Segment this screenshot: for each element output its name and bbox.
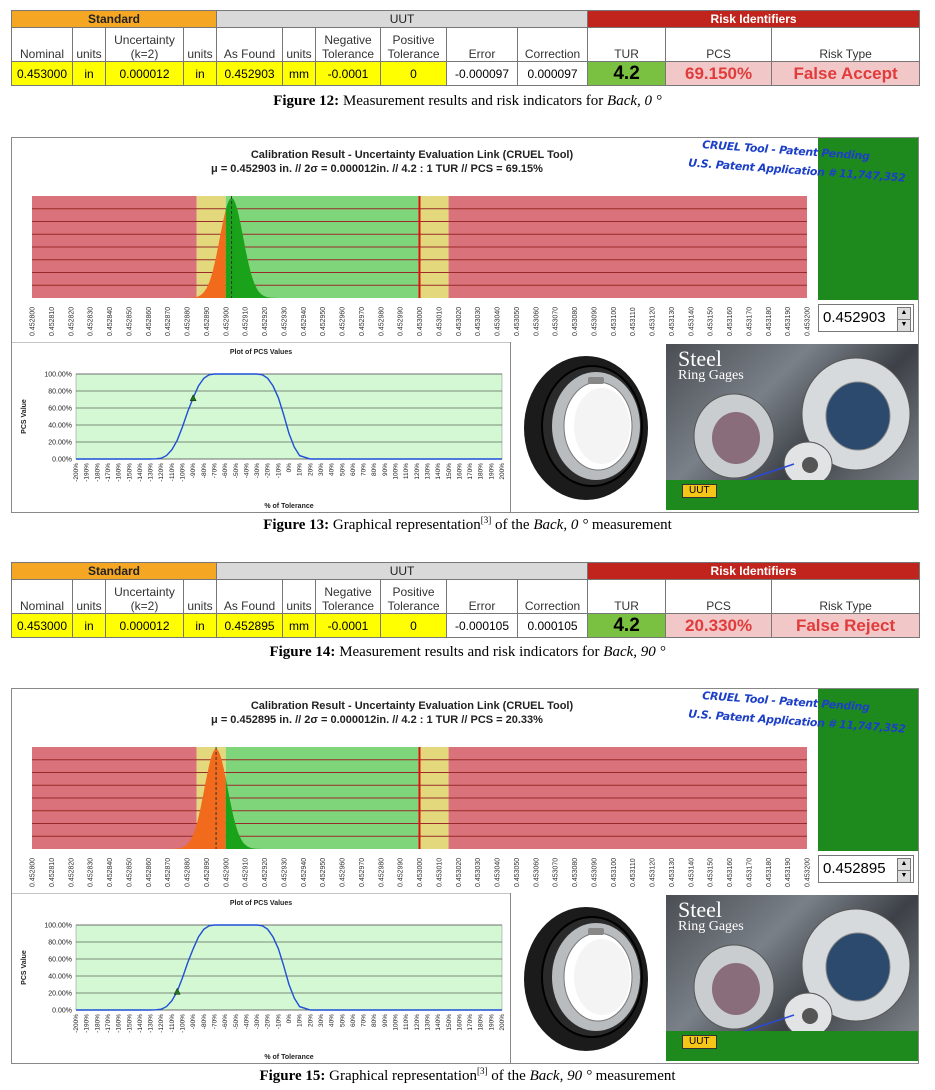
divider [510, 893, 511, 1063]
pcs-y-tick: 60.00% [48, 956, 72, 964]
units-cell: in [184, 62, 217, 86]
pcs-x-tick: -160% [115, 463, 123, 482]
value-spinner[interactable] [818, 304, 914, 332]
pcs-x-tick: -50% [232, 1014, 240, 1030]
pcs-x-tick: -20% [264, 1014, 272, 1030]
pcs-x-tick: 10% [296, 463, 304, 477]
x-tick-label: 0.452850 [126, 857, 134, 887]
column-header: TUR [588, 28, 666, 62]
pos-tol-value: 0 [381, 62, 447, 86]
x-tick-label: 0.452980 [378, 306, 386, 336]
chart-subtitle: μ = 0.452903 in. // 2σ = 0.000012in. // 4.2 : 1 TUR // PCS = 69.15% [211, 163, 543, 175]
distribution-chart [12, 739, 812, 889]
column-header: Risk Type [772, 28, 920, 62]
group-risk: Risk Identifiers [588, 563, 920, 580]
as-found-value: 0.452895 [217, 614, 283, 638]
pcs-x-tick: 130% [424, 463, 432, 480]
pcs-x-tick: 30% [317, 1014, 325, 1028]
x-tick-label: 0.453060 [533, 306, 541, 336]
chart-title: Calibration Result - Uncertainty Evaluation Link (CRUEL Tool) [250, 149, 574, 161]
error-value: -0.000105 [447, 614, 518, 638]
pcs-x-tick: 10% [296, 1014, 304, 1028]
x-tick-label: 0.452900 [223, 306, 231, 336]
pcs-x-tick: 190% [488, 463, 496, 480]
x-tick-label: 0.453080 [572, 306, 579, 336]
x-tick-label: 0.452870 [165, 306, 173, 336]
pcs-x-tick: 180% [477, 463, 485, 480]
pcs-x-tick: -40% [243, 463, 251, 479]
column-header: Error [447, 28, 518, 62]
pcs-x-tick: 140% [435, 463, 443, 480]
pcs-plot-area [76, 925, 502, 1010]
value-spinner[interactable] [818, 855, 914, 883]
pcs-x-tick: 0% [286, 463, 293, 473]
spinner-value: 0.452895 [823, 860, 886, 877]
x-tick-label: 0.453020 [455, 306, 463, 336]
x-tick-label: 0.453040 [494, 857, 502, 887]
column-header: Negative Tolerance [316, 28, 381, 62]
column-header: PCS [666, 28, 772, 62]
pcs-x-tick: -10% [275, 1014, 283, 1030]
header-row [12, 580, 920, 614]
pcs-plot [12, 893, 510, 1065]
steel-ring-gages-photo [666, 344, 918, 510]
error-value: -0.000097 [447, 62, 518, 86]
pcs-x-tick: -60% [222, 1014, 230, 1030]
x-tick-label: 0.452800 [29, 857, 37, 887]
pcs-x-tick: -140% [136, 463, 144, 482]
x-tick-label: 0.453050 [513, 857, 521, 887]
results-table-2 [11, 562, 920, 638]
column-header: Positive Tolerance [381, 580, 447, 614]
x-tick-label: 0.453160 [727, 306, 734, 336]
pcs-x-tick: -200% [73, 1014, 80, 1033]
x-tick-label: 0.453190 [785, 306, 793, 336]
x-tick-label: 0.452990 [397, 857, 405, 887]
pcs-x-tick: 120% [413, 1014, 421, 1031]
x-tick-label: 0.452840 [107, 857, 114, 887]
units-cell: mm [283, 614, 316, 638]
ring-gage-image [512, 344, 664, 512]
x-tick-label: 0.453170 [746, 306, 754, 336]
pcs-x-tick: 110% [403, 463, 411, 480]
column-header: units [184, 28, 217, 62]
pcs-y-tick: 100.00% [44, 371, 72, 379]
pcs-x-tick: -70% [211, 463, 219, 479]
spinner-up-button[interactable]: ▲ [897, 307, 911, 320]
patent-stamp-line2: U.S. Patent Application # 11,747,352 [687, 156, 906, 185]
x-tick-label: 0.452860 [145, 306, 153, 336]
column-header: Error [447, 580, 518, 614]
value-row [12, 62, 920, 86]
pcs-x-tick: -100% [179, 1014, 187, 1033]
pcs-y-label: PCS Value [21, 399, 28, 434]
pcs-x-tick: -20% [264, 463, 272, 479]
ring-gage-icon [512, 895, 664, 1063]
pcs-x-label: % of Tolerance [264, 503, 314, 510]
photo-subtitle: Ring Gages [678, 919, 744, 934]
photo-title: Steel [678, 346, 722, 371]
x-tick-label: 0.453090 [591, 857, 599, 887]
group-risk: Risk Identifiers [588, 11, 920, 28]
column-header: units [283, 580, 316, 614]
pcs-plot [12, 342, 510, 514]
caption-figure-14: Figure 14: Measurement results and risk indicators for Back, 90 ° [269, 644, 666, 660]
pcs-x-tick: -110% [168, 1014, 176, 1033]
x-tick-label: 0.453110 [630, 307, 638, 336]
pcs-y-tick: 20.00% [48, 990, 72, 998]
x-tick-label: 0.452930 [281, 306, 289, 336]
x-tick-label: 0.452890 [203, 306, 211, 336]
chart-title: Calibration Result - Uncertainty Evaluation Link (CRUEL Tool) [250, 700, 574, 712]
header-row [12, 28, 920, 62]
column-header: PCS [666, 580, 772, 614]
group-uut: UUT [217, 11, 588, 28]
photo-title: Steel [678, 897, 722, 922]
pcs-x-tick: 20% [307, 463, 315, 477]
value-row [12, 614, 920, 638]
x-tick-label: 0.452940 [300, 306, 308, 336]
x-tick-label: 0.453090 [591, 306, 599, 336]
ring-gage-image [512, 895, 664, 1063]
steel-ring-gages-photo [666, 895, 918, 1061]
x-tick-label: 0.453020 [455, 857, 463, 887]
caption-figure-13: Figure 13: Graphical representation[3] of the Back, 0 ° measurement [263, 515, 672, 533]
uut-label: UUT [682, 1035, 717, 1049]
correction-value: 0.000105 [518, 614, 588, 638]
x-tick-label: 0.452860 [145, 857, 153, 887]
pcs-x-tick: 60% [349, 1014, 357, 1028]
risk-type-value: False Reject [772, 614, 920, 638]
x-tick-label: 0.452970 [358, 857, 366, 887]
x-tick-label: 0.453160 [727, 857, 734, 887]
column-header: Negative Tolerance [316, 580, 381, 614]
pcs-x-tick: -190% [83, 1014, 91, 1033]
pcs-x-tick: 80% [371, 1014, 379, 1028]
pcs-x-tick: -130% [147, 463, 155, 482]
pcs-y-tick: 100.00% [44, 922, 72, 930]
x-tick-label: 0.453200 [804, 857, 812, 887]
x-tick-label: 0.453190 [785, 857, 793, 887]
column-header: Nominal [12, 580, 73, 614]
pcs-x-tick: 50% [339, 463, 347, 477]
column-header: Nominal [12, 28, 73, 62]
x-tick-label: 0.453180 [765, 306, 773, 336]
spinner-up-button[interactable]: ▲ [897, 858, 911, 871]
pcs-y-tick: 80.00% [48, 388, 72, 396]
pcs-x-tick: -120% [158, 1014, 166, 1033]
correction-value: 0.000097 [518, 62, 588, 86]
pcs-x-tick: 150% [445, 1014, 453, 1031]
pos-tol-value: 0 [381, 614, 447, 638]
pcs-x-tick: 40% [328, 1014, 336, 1028]
x-tick-label: 0.453110 [630, 858, 638, 887]
neg-tol-value: -0.0001 [316, 614, 381, 638]
patent-stamp-line2: U.S. Patent Application # 11,747,352 [687, 707, 906, 736]
pcs-value: 20.330% [666, 614, 772, 638]
pcs-y-tick: 60.00% [48, 405, 72, 413]
x-tick-label: 0.452930 [281, 857, 289, 887]
x-tick-label: 0.453200 [804, 306, 812, 336]
x-tick-label: 0.453120 [649, 306, 657, 336]
tur-value: 4.2 [588, 614, 666, 638]
pcs-x-tick: -150% [126, 463, 134, 482]
pcs-x-tick: -40% [243, 1014, 251, 1030]
x-tick-label: 0.452890 [203, 857, 211, 887]
x-tick-label: 0.452830 [87, 857, 95, 887]
results-table-1 [11, 10, 920, 86]
pcs-x-tick: 70% [360, 463, 368, 477]
x-tick-label: 0.453100 [610, 306, 618, 336]
pcs-y-tick: 40.00% [48, 973, 72, 981]
caption-figure-12: Figure 12: Measurement results and risk indicators for Back, 0 ° [273, 93, 662, 109]
nominal-value: 0.453000 [12, 614, 73, 638]
pcs-x-tick: -170% [104, 1014, 112, 1033]
x-tick-label: 0.452800 [29, 306, 37, 336]
pcs-x-tick: -190% [83, 463, 91, 482]
cruel-panel-1 [11, 137, 919, 513]
x-tick-label: 0.453070 [552, 306, 560, 336]
x-tick-label: 0.453030 [475, 857, 483, 887]
tur-value: 4.2 [588, 62, 666, 86]
column-header: Uncertainty (k=2) [106, 28, 184, 62]
column-header: As Found [217, 580, 283, 614]
x-tick-label: 0.453150 [707, 857, 715, 887]
pcs-y-tick: 0.00% [52, 456, 72, 464]
x-tick-label: 0.452990 [397, 306, 405, 336]
pcs-x-tick: 190% [488, 1014, 496, 1031]
caption-figure-15: Figure 15: Graphical representation[3] of the Back, 90 ° measurement [259, 1066, 676, 1084]
pcs-x-tick: -70% [211, 1014, 219, 1030]
spinner-down-button[interactable]: ▼ [897, 870, 911, 883]
units-cell: mm [283, 62, 316, 86]
x-tick-label: 0.453010 [436, 306, 444, 336]
group-standard: Standard [12, 563, 217, 580]
pcs-x-tick: -180% [94, 463, 102, 482]
column-header: Uncertainty (k=2) [106, 580, 184, 614]
column-header: units [73, 580, 106, 614]
column-header: units [73, 28, 106, 62]
pcs-x-tick: 140% [435, 1014, 443, 1031]
pcs-x-label: % of Tolerance [264, 1054, 314, 1061]
pcs-x-tick: 20% [307, 1014, 315, 1028]
x-tick-label: 0.453170 [746, 857, 754, 887]
x-tick-label: 0.452960 [339, 857, 347, 887]
pcs-x-tick: 0% [286, 1014, 293, 1024]
x-tick-label: 0.452870 [165, 857, 173, 887]
x-tick-label: 0.452950 [320, 306, 328, 336]
pcs-x-tick: -60% [222, 463, 230, 479]
pcs-y-tick: 40.00% [48, 422, 72, 430]
x-tick-label: 0.453000 [417, 857, 424, 887]
pcs-x-tick: -10% [275, 463, 283, 479]
x-tick-label: 0.452900 [223, 857, 231, 887]
x-tick-label: 0.453140 [688, 306, 696, 336]
column-header: Correction [518, 28, 588, 62]
pcs-x-tick: -130% [147, 1014, 155, 1033]
pcs-x-tick: -90% [190, 1014, 198, 1030]
distribution-chart [12, 188, 812, 338]
x-tick-label: 0.453120 [649, 857, 657, 887]
pcs-plot-area [76, 374, 502, 459]
pcs-x-tick: -90% [190, 463, 198, 479]
column-header: As Found [217, 28, 283, 62]
x-tick-label: 0.452850 [126, 306, 134, 336]
x-tick-label: 0.453070 [552, 857, 560, 887]
pcs-x-tick: -150% [126, 1014, 134, 1033]
x-tick-label: 0.452980 [378, 857, 386, 887]
pcs-y-tick: 80.00% [48, 939, 72, 947]
pcs-y-tick: 20.00% [48, 439, 72, 447]
units-cell: in [184, 614, 217, 638]
x-tick-label: 0.453150 [707, 306, 715, 336]
pcs-x-tick: -160% [115, 1014, 123, 1033]
x-tick-label: 0.453000 [417, 306, 424, 336]
pcs-x-tick: -30% [254, 463, 262, 479]
column-header: Correction [518, 580, 588, 614]
x-tick-label: 0.452920 [262, 306, 269, 336]
pcs-x-tick: 180% [477, 1014, 485, 1031]
pcs-x-tick: 120% [413, 463, 421, 480]
x-tick-label: 0.452910 [242, 857, 250, 887]
column-header: Risk Type [772, 580, 920, 614]
units-cell: in [73, 614, 106, 638]
pcs-x-tick: 110% [403, 1014, 411, 1031]
x-tick-label: 0.452910 [242, 306, 250, 336]
x-tick-label: 0.453010 [436, 857, 444, 887]
neg-tol-value: -0.0001 [316, 62, 381, 86]
pcs-value: 69.150% [666, 62, 772, 86]
pcs-plot-title: Plot of PCS Values [229, 900, 293, 907]
x-tick-label: 0.452820 [68, 306, 76, 336]
x-tick-label: 0.452820 [68, 857, 76, 887]
pcs-x-tick: 90% [381, 463, 389, 477]
x-tick-label: 0.452810 [48, 857, 56, 887]
pcs-x-tick: 50% [339, 1014, 347, 1028]
x-tick-label: 0.453060 [533, 857, 541, 887]
x-tick-label: 0.452830 [87, 306, 95, 336]
x-tick-label: 0.452940 [300, 857, 308, 887]
column-header: units [283, 28, 316, 62]
pcs-x-tick: 100% [392, 463, 400, 480]
x-tick-label: 0.453130 [668, 306, 676, 336]
pcs-x-tick: 170% [467, 463, 475, 480]
uut-label: UUT [682, 484, 717, 498]
pcs-x-tick: 200% [499, 463, 506, 480]
pcs-x-tick: -170% [104, 463, 112, 482]
cruel-panel-2 [11, 688, 919, 1064]
pcs-x-tick: 90% [381, 1014, 389, 1028]
x-tick-label: 0.453180 [765, 857, 773, 887]
pcs-x-tick: -120% [158, 463, 166, 482]
spinner-value: 0.452903 [823, 309, 886, 326]
nominal-value: 0.453000 [12, 62, 73, 86]
pcs-x-tick: -50% [232, 463, 240, 479]
patent-stamp-line1: CRUEL Tool - Patent Pending [701, 138, 870, 163]
chart-subtitle: μ = 0.452895 in. // 2σ = 0.000012in. // 4.2 : 1 TUR // PCS = 20.33% [211, 714, 543, 726]
x-tick-label: 0.453100 [610, 857, 618, 887]
patent-stamp-line1: CRUEL Tool - Patent Pending [701, 689, 870, 714]
x-tick-label: 0.453140 [688, 857, 696, 887]
pcs-x-tick: 80% [371, 463, 379, 477]
pcs-x-tick: 60% [349, 463, 357, 477]
pcs-x-tick: 160% [456, 1014, 464, 1031]
x-tick-label: 0.453040 [494, 306, 502, 336]
photo-subtitle: Ring Gages [678, 368, 744, 383]
pcs-y-tick: 0.00% [52, 1007, 72, 1015]
pcs-x-tick: -100% [179, 463, 187, 482]
pcs-x-tick: 100% [392, 1014, 400, 1031]
pcs-x-tick: -180% [94, 1014, 102, 1033]
x-tick-label: 0.452840 [107, 306, 114, 336]
column-header: Positive Tolerance [381, 28, 447, 62]
spinner-down-button[interactable]: ▼ [897, 319, 911, 332]
ring-gage-icon [512, 344, 664, 512]
pcs-x-tick: 40% [328, 463, 336, 477]
pcs-x-tick: -140% [136, 1014, 144, 1033]
units-cell: in [73, 62, 106, 86]
uncertainty-value: 0.000012 [106, 614, 184, 638]
pcs-x-tick: -200% [73, 463, 80, 482]
x-tick-label: 0.452810 [48, 306, 56, 336]
column-header: TUR [588, 580, 666, 614]
x-tick-label: 0.452920 [262, 857, 269, 887]
pcs-x-tick: -80% [200, 463, 208, 479]
pcs-x-tick: -80% [200, 1014, 208, 1030]
x-tick-label: 0.452880 [184, 306, 192, 336]
divider [510, 342, 511, 512]
uncertainty-value: 0.000012 [106, 62, 184, 86]
as-found-value: 0.452903 [217, 62, 283, 86]
pcs-x-tick: -110% [168, 463, 176, 482]
pcs-x-tick: 30% [317, 463, 325, 477]
x-tick-label: 0.453080 [572, 857, 579, 887]
pcs-x-tick: 170% [467, 1014, 475, 1031]
pcs-x-tick: 130% [424, 1014, 432, 1031]
x-tick-label: 0.452880 [184, 857, 192, 887]
x-tick-label: 0.453050 [513, 306, 521, 336]
pcs-x-tick: 70% [360, 1014, 368, 1028]
risk-type-value: False Accept [772, 62, 920, 86]
pcs-x-tick: 150% [445, 463, 453, 480]
group-uut: UUT [217, 563, 588, 580]
x-tick-label: 0.452970 [358, 306, 366, 336]
pcs-y-label: PCS Value [21, 950, 28, 985]
x-tick-label: 0.452950 [320, 857, 328, 887]
group-standard: Standard [12, 11, 217, 28]
pcs-x-tick: 160% [456, 463, 464, 480]
x-tick-label: 0.453130 [668, 857, 676, 887]
x-tick-label: 0.452960 [339, 306, 347, 336]
pcs-x-tick: -30% [254, 1014, 262, 1030]
column-header: units [184, 580, 217, 614]
x-tick-label: 0.453030 [475, 306, 483, 336]
pcs-plot-title: Plot of PCS Values [229, 349, 293, 356]
pcs-x-tick: 200% [499, 1014, 506, 1031]
